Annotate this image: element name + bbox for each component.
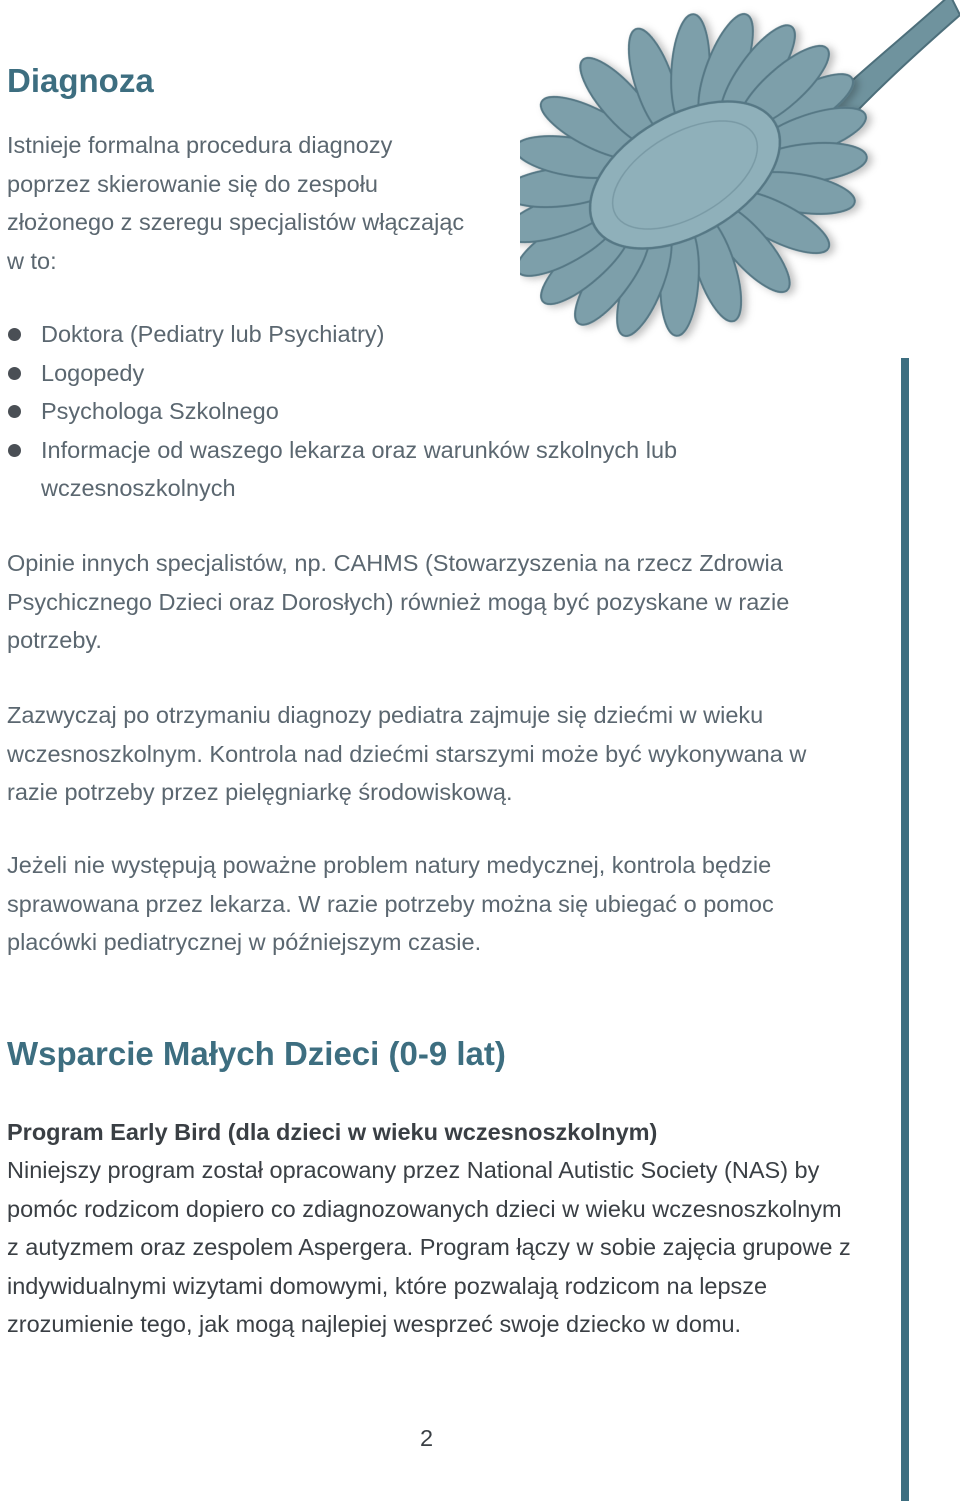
section-title-diagnoza: Diagnoza (7, 62, 154, 99)
side-accent-rule (901, 358, 909, 1501)
opinions-paragraph: Opinie innych specjalistów, np. CAHMS (Stowarzyszenia na rzecz Zdrowia Psychicznego Dzieci oraz Dorosłych) również mogą być pozyskane w razie potrzeby. (7, 550, 790, 653)
list-item: Psychologa Szkolnego (7, 392, 867, 431)
list-item: Doktora (Pediatry lub Psychiatry) (7, 315, 867, 354)
specialists-list (7, 315, 867, 508)
page-number: 2 (420, 1425, 434, 1451)
list-item: Informacje od waszego lekarza oraz warunków szkolnych lub wczesnoszkolnych (7, 431, 786, 508)
program-subheading: Program Early Bird (dla dzieci w wieku wczesnoszkolnym) (7, 1119, 658, 1145)
bullet-dot-icon (8, 444, 21, 457)
intro-paragraph: Istnieje formalna procedura diagnozy poprzez skierowanie się do zespołu złożonego z szeregu specjalistów włączając w to: (7, 132, 465, 274)
early-bird-paragraph: Niniejszy program został opracowany przez National Autistic Society (NAS) by pomóc rodzicom dopiero co zdiagnozowanych dzieci w wieku wczesnoszkolnym z autyzmem oraz zespolem Aspergera. Program łączy w sobie zajęcia grupowe z indywidualnymi wizytami domowymi, które pozwalają rodzicom na lepsze zrozumienie tego, jak mogą najlepiej wesprzeć swoje dziecko w domu. (7, 1157, 851, 1337)
medical-control-paragraph: Jeżeli nie występują poważne problem natury medycznej, kontrola będzie sprawowana przez lekarza. W razie potrzeby można się ubiegać o pomoc placówki pediatrycznej w późniejszym czasie. (7, 852, 774, 955)
bullet-dot-icon (8, 367, 21, 380)
bullet-dot-icon (8, 405, 21, 418)
pediatrician-paragraph: Zazwyczaj po otrzymaniu diagnozy pediatra zajmuje się dziećmi w wieku wczesnoszkolnym. Kontrola nad dziećmi starszymi może być wykonywana w razie potrzeby przez pielęgniarkę środowiskową. (7, 702, 807, 805)
section-title-wsparcie: Wsparcie Małych Dzieci (0-9 lat) (7, 1035, 506, 1072)
list-item: Logopedy (7, 354, 867, 393)
bullet-dot-icon (8, 328, 21, 341)
